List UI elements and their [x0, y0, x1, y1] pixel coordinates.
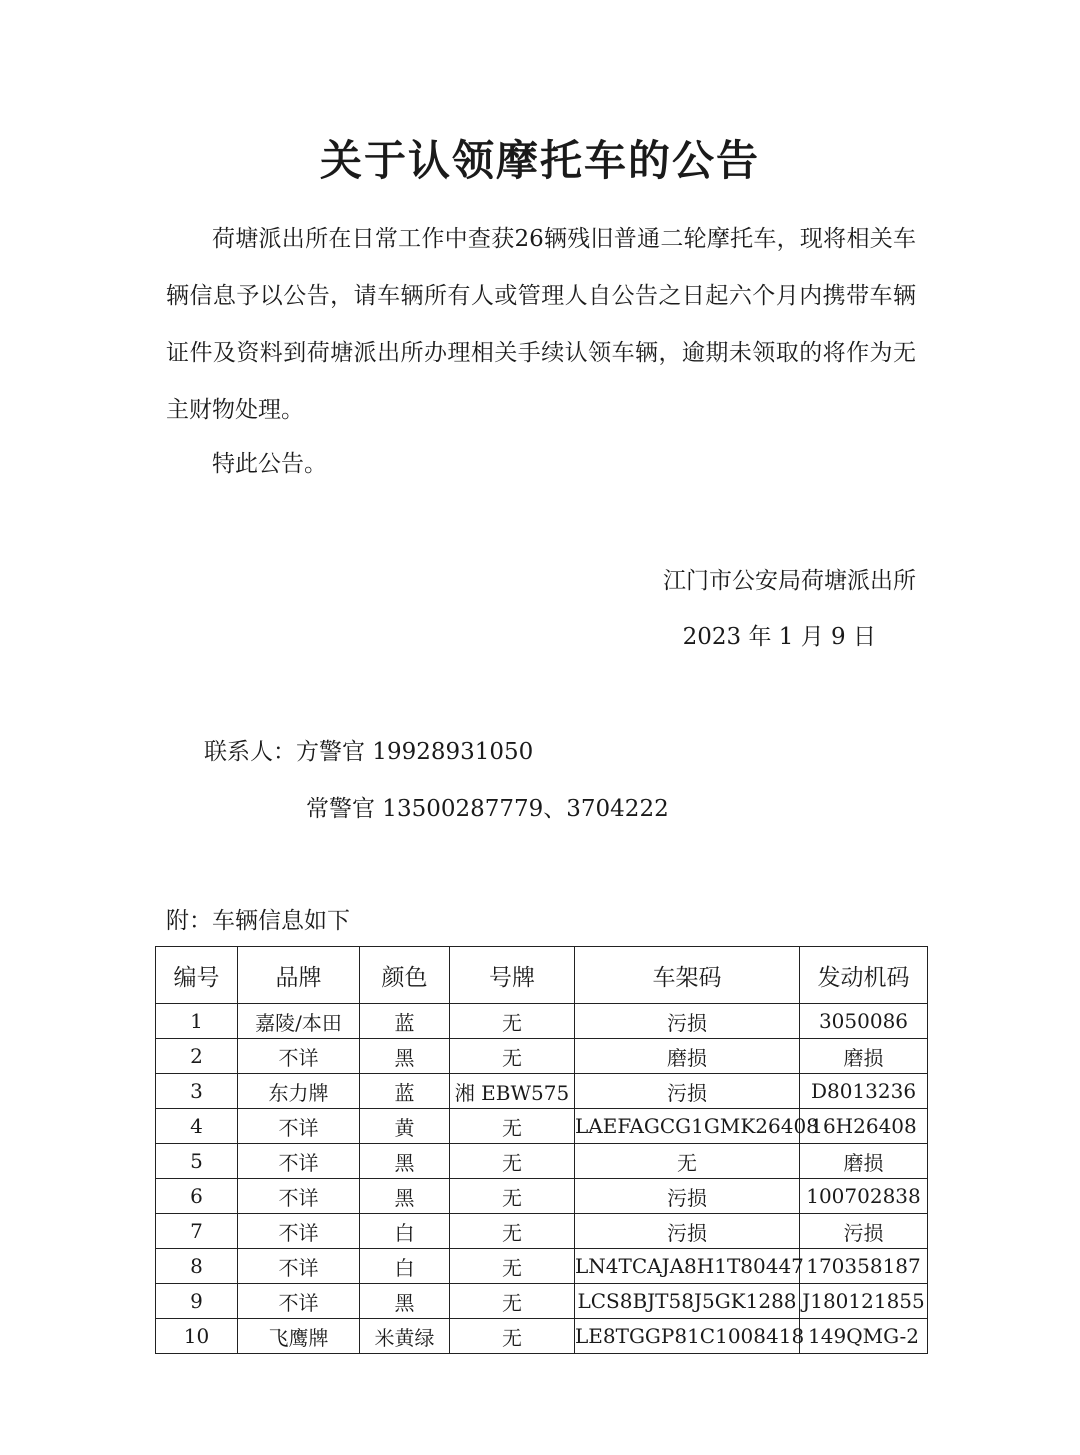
signature-org: 江门市公安局荷塘派出所: [663, 568, 916, 594]
table-cell: 1: [156, 1004, 238, 1039]
table-row: [156, 1319, 928, 1354]
table-cell: 蓝: [360, 1004, 450, 1039]
table-row: [156, 1144, 928, 1179]
table-cell: 6: [156, 1179, 238, 1214]
header-cell: 编号: [156, 947, 238, 1004]
table-cell: LE8TGGP81C1008418: [575, 1319, 800, 1354]
table-cell: 磨损: [800, 1039, 928, 1074]
table-cell: 污损: [800, 1214, 928, 1249]
table-cell: 磨损: [575, 1039, 800, 1074]
table-cell: LN4TCAJA8H1T80447: [575, 1249, 800, 1284]
table-cell: 16H26408: [800, 1109, 928, 1144]
table-cell: 无: [450, 1144, 575, 1179]
table-cell: 7: [156, 1214, 238, 1249]
header-cell: 发动机码: [800, 947, 928, 1004]
body-paragraph-1: 荷塘派出所在日常工作中查获26辆残旧普通二轮摩托车，现将相关车辆信息予以公告，请车辆所有人或管理人自公告之日起六个月内携带车辆证件及资料到荷塘派出所办理相关手续认领车辆，逾期未领取的将作为无主财物处理。: [166, 226, 916, 423]
table-cell: LAEFAGCG1GMK26408: [575, 1109, 800, 1144]
table-cell: 100702838: [800, 1179, 928, 1214]
table-cell: 170358187: [800, 1249, 928, 1284]
header-cell: 颜色: [360, 947, 450, 1004]
table-cell: 3050086: [800, 1004, 928, 1039]
table-cell: 不详: [238, 1144, 360, 1179]
annex-label: 附：车辆信息如下: [166, 908, 350, 934]
table-cell: 不详: [238, 1284, 360, 1319]
table-cell: 黑: [360, 1144, 450, 1179]
table-cell: 无: [450, 1004, 575, 1039]
table-cell: 无: [450, 1284, 575, 1319]
table-cell: 污损: [575, 1074, 800, 1109]
table-cell: 不详: [238, 1109, 360, 1144]
table-cell: 无: [450, 1179, 575, 1214]
table-cell: 10: [156, 1319, 238, 1354]
table-cell: LCS8BJT58J5GK1288: [575, 1284, 800, 1319]
table-row: [156, 1214, 928, 1249]
vehicle-table: [155, 946, 928, 1354]
table-cell: 无: [450, 1039, 575, 1074]
table-row: [156, 1179, 928, 1214]
signature-date: 2023 年 1 月 9 日: [682, 624, 876, 650]
table-cell: 磨损: [800, 1144, 928, 1179]
table-cell: 149QMG-2: [800, 1319, 928, 1354]
table-cell: 不详: [238, 1179, 360, 1214]
table-cell: 湘 EBW575: [450, 1074, 575, 1109]
table-cell: 5: [156, 1144, 238, 1179]
header-cell: 号牌: [450, 947, 575, 1004]
table-cell: 白: [360, 1249, 450, 1284]
table-cell: 无: [450, 1319, 575, 1354]
table-cell: 白: [360, 1214, 450, 1249]
table-cell: 黑: [360, 1179, 450, 1214]
table-cell: 不详: [238, 1039, 360, 1074]
table-cell: 嘉陵/本田: [238, 1004, 360, 1039]
table-row: [156, 1039, 928, 1074]
table-row: [156, 1074, 928, 1109]
table-cell: 污损: [575, 1004, 800, 1039]
table-cell: 飞鹰牌: [238, 1319, 360, 1354]
contact-line-1: 联系人：方警官 19928931050: [204, 739, 534, 765]
table-cell: 东力牌: [238, 1074, 360, 1109]
table-row: [156, 1249, 928, 1284]
table-cell: 污损: [575, 1214, 800, 1249]
table-row: [156, 1284, 928, 1319]
table-cell: 无: [450, 1109, 575, 1144]
table-cell: 黑: [360, 1039, 450, 1074]
table-cell: 蓝: [360, 1074, 450, 1109]
table-cell: 不详: [238, 1214, 360, 1249]
table-cell: 不详: [238, 1249, 360, 1284]
table-cell: 2: [156, 1039, 238, 1074]
header-cell: 品牌: [238, 947, 360, 1004]
table-cell: 黄: [360, 1109, 450, 1144]
page-title: 关于认领摩托车的公告: [319, 136, 760, 185]
body-paragraph-2: 特此公告。: [212, 451, 327, 477]
table-cell: 米黄绿: [360, 1319, 450, 1354]
table-row: [156, 1004, 928, 1039]
table-cell: 污损: [575, 1179, 800, 1214]
table-cell: 8: [156, 1249, 238, 1284]
contact-line-2: 常警官 13500287779、3704222: [306, 796, 669, 822]
table-cell: 4: [156, 1109, 238, 1144]
table-row: [156, 1109, 928, 1144]
table-cell: 无: [575, 1144, 800, 1179]
table-cell: 9: [156, 1284, 238, 1319]
header-cell: 车架码: [575, 947, 800, 1004]
table-cell: D8013236: [800, 1074, 928, 1109]
table-cell: 3: [156, 1074, 238, 1109]
table-cell: J180121855: [800, 1284, 928, 1319]
table-cell: 无: [450, 1214, 575, 1249]
table-header-row: [156, 947, 928, 1004]
table-cell: 黑: [360, 1284, 450, 1319]
table-cell: 无: [450, 1249, 575, 1284]
